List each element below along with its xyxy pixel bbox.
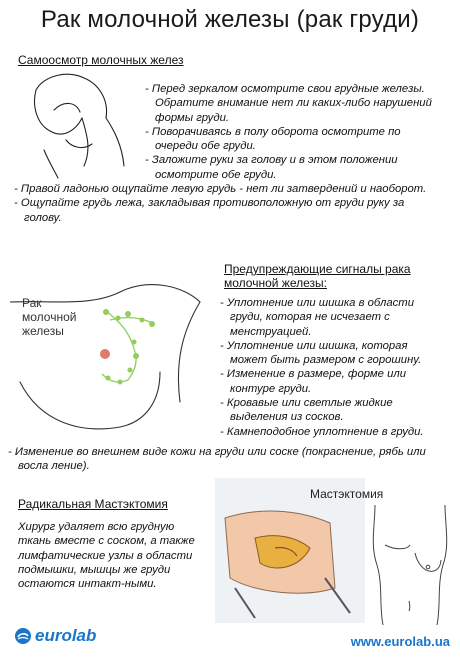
list-item: - Изменение во внешнем виде кожи на груди или соске (покраснение, рябь или восла ление). — [8, 445, 448, 474]
warning-list-full — [8, 445, 448, 474]
warning-heading-line1: Предупреждающие сигналы рака — [224, 262, 411, 276]
list-item: - Уплотнение или шишка, которая может быть размером с горошину. — [220, 339, 445, 368]
mastectomy-figure-label: Мастэктомия — [310, 487, 384, 501]
list-item: - Ощупайте грудь лежа, закладывая противоположную от груди руку за голову. — [14, 196, 444, 225]
breast-cancer-figure-label: Рак молочной железы — [22, 296, 77, 338]
list-item: - Уплотнение или шишка в области груди, которая не исчезает с менструацией. — [220, 296, 445, 339]
self-exam-heading: Самоосмотр молочных желез — [18, 53, 184, 67]
logo-text: eurolab — [35, 626, 97, 645]
warning-heading — [224, 262, 411, 290]
self-exam-list-full — [14, 182, 444, 225]
page-title: Рак молочной железы (рак груди) — [40, 6, 420, 33]
mastectomy-text: Хирург удаляет всю грудную ткань вместе с соском, а также лимфатические узлы в области подмышки, мышцы же груди остаются интакт-ными. — [18, 521, 195, 591]
list-item: - Заложите руки за голову и в этом положении осмотрите обе груди. — [145, 153, 445, 182]
lymph-node-illustration — [10, 262, 215, 437]
self-exam-illustration — [14, 70, 144, 180]
list-item: - Камнеподобное уплотнение в груди. — [220, 425, 445, 439]
mastectomy-heading: Радикальная Мастэктомия — [18, 497, 168, 511]
list-item: - Поворачиваясь в полу оборота осмотрите по очереди обе груди. — [145, 125, 445, 154]
warning-list — [220, 296, 445, 439]
list-item: - Правой ладонью ощупайте левую грудь - нет ли затвердений и наоборот. — [14, 182, 444, 196]
eurolab-logo[interactable] — [14, 626, 96, 646]
logo-icon — [14, 627, 32, 645]
site-url-link[interactable]: www.eurolab.ua — [350, 634, 450, 649]
self-exam-list — [145, 82, 445, 182]
list-item: - Изменение в размере, форме или контуре груди. — [220, 367, 445, 396]
post-mastectomy-torso-illustration — [365, 505, 455, 625]
list-item: - Перед зеркалом осмотрите свои грудные железы. Обратите внимание нет ли каких-либо нарушений формы груди. — [145, 82, 445, 125]
list-item: - Кровавые или светлые жидкие выделения из сосков. — [220, 396, 445, 425]
warning-heading-line2: молочной железы: — [224, 276, 327, 290]
